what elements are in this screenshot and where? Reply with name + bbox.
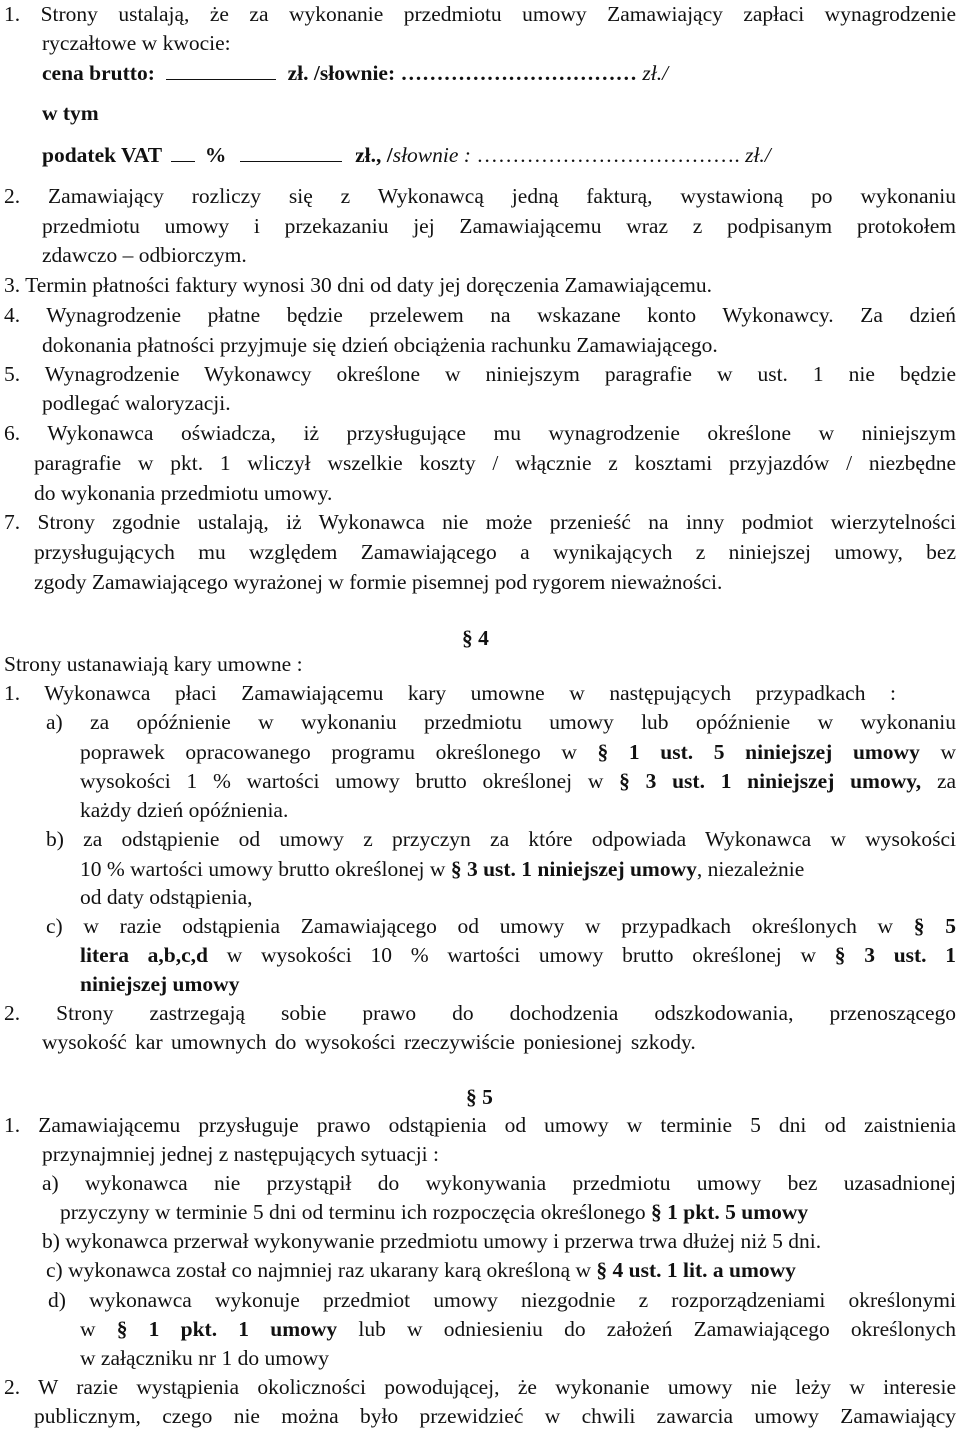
section-number: 4 [478,626,489,650]
section-5-heading [466,1085,493,1109]
para3: 3. Termin płatności faktury wynosi 30 dni od daty jej doręczenia Zamawiającemu. [4,273,712,297]
s4-c-l1-text: c) w razie odstąpienia Zamawiającego od umowy w przypadkach określonych w [46,914,894,938]
price-line [42,61,668,85]
vat-words-dots: ………………………………. [476,143,740,167]
s5-a-l2-text: przyczyny w terminie 5 dni od terminu ich rozpoczęcia określonego [60,1200,646,1224]
price-words-label: /słownie: [313,61,396,85]
s5-p2-line-2: publicznym, czego nie można było przewidzieć w chwili zawarcia umowy Zamawiający [34,1404,956,1428]
w-tym: w tym [42,101,99,125]
s5-a-l2-ref: § 1 pkt. 5 umowy [651,1200,809,1224]
s4-a-l2-ref: § 1 ust. 5 niniejszej umowy [597,740,920,764]
s5-c-line-1 [46,1258,796,1282]
para7-line-2: przysługujących mu względem Zamawiającego a wynikających z niniejszej umowy, bez [34,540,956,564]
s4-b-l2-ref: § 3 ust. 1 niniejszej umowy [450,857,697,881]
s4-b-line-2 [80,857,804,881]
s4-c-line-1 [46,914,956,938]
s4-a-line-4: każdy dzień opóźnienia. [80,798,289,822]
s4-a-l3-text: wysokości 1 % wartości umowy brutto określonej w [80,769,604,793]
s4-a-line-3 [80,769,956,793]
s5-a-line-1: a) wykonawca nie przystąpił do wykonywania przedmiotu umowy bez uzasadnionej [42,1171,956,1195]
s5-c-l1-text: c) wykonawca został co najmniej raz ukarany karą określoną w [46,1258,592,1282]
vat-pct: % [204,143,227,167]
section-sign: § [466,1085,477,1109]
s4-a-line-1: a) za opóźnienie w wykonaniu przedmiotu umowy lub opóźnienie w wykonaniu [46,710,956,734]
s5-p1-line-2: przynajmniej jednej z następujących sytuacji : [42,1142,440,1166]
s5-c-l1-ref: § 4 ust. 1 lit. a umowy [596,1258,796,1282]
para5-line-2: podlegać waloryzacji. [42,391,231,415]
para6-line-2: paragrafie w pkt. 1 wliczył wszelkie koszty / włącznie z kosztami przyjazdów / niezbędne [34,451,956,475]
para7-line-3: zgody Zamawiającego wyrażonej w formie pisemnej pod rygorem nieważności. [34,570,723,594]
s5-b-line-1: b) wykonawca przerwał wykonywanie przedmiotu umowy i przerwa trwa dłużej niż 5 dni. [42,1229,822,1253]
para7-line-1: 7. Strony zgodnie ustalają, iż Wykonawca nie może przenieść na inny podmiot wierzytelności [4,510,956,534]
s4-a-l3-post: za [936,769,957,793]
vat-line [42,143,771,167]
s4-intro: Strony ustanawiają kary umowne : [4,652,303,676]
s4-c-l2-text: w wysokości 10 % wartości umowy brutto określonej w [226,943,817,967]
para4-line-1: 4. Wynagrodzenie płatne będzie przelewem na wskazane konto Wykonawcy. Za dzień [4,303,956,327]
s4-c-l1-ref: § 5 [913,914,957,938]
s4-b-line-3: od daty odstąpienia, [80,885,253,909]
s4-b-l2-text: 10 % wartości umowy brutto określonej w [80,857,446,881]
price-end: zł./ [642,61,669,85]
vat-amount-blank [240,145,342,162]
s4-c-l2-ref2: § 3 ust. 1 [834,943,957,967]
s4-p1: 1. Wykonawca płaci Zamawiającemu kary umowne w następujących przypadkach : [4,681,896,705]
price-currency: zł. [287,61,309,85]
para2-line-2: przedmiotu umowy i przekazaniu jej Zamawiającemu wraz z podpisanym protokołem [42,214,956,238]
w-tym-line [42,101,99,125]
vat-words-label: słownie : [392,143,471,167]
s4-a-l2-post: w [940,740,957,764]
para2-line-1: 2. Zamawiający rozliczy się z Wykonawcą jedną fakturą, wystawioną po wykonaniu [4,184,956,208]
s4-c-line-2 [80,943,956,967]
vat-label: podatek VAT [42,143,163,167]
price-label: cena brutto: [42,61,155,85]
s5-d-l2-text: lub w odniesieniu do założeń Zamawiającego określonych [358,1317,956,1341]
s4-a-l3-ref: § 3 ust. 1 niniejszej umowy, [619,769,922,793]
s4-c-line-3: niniejszej umowy [80,972,240,996]
s5-a-line-2 [60,1200,808,1224]
section-sign: § [462,626,473,650]
section-number: 5 [482,1085,493,1109]
s4-p2-line-1: 2. Strony zastrzegają sobie prawo do dochodzenia odszkodowania, przenoszącego [4,1001,956,1025]
price-words-dots: …………………………… [400,61,637,85]
para4-line-2: dokonania płatności przyjmuje się dzień obciążenia rachunku Zamawiającego. [42,333,718,357]
para5-line-1: 5. Wynagrodzenie Wykonawcy określone w niniejszym paragrafie w ust. 1 nie będzie [4,362,956,386]
s4-a-l2-text: poprawek opracowanego programu określonego w [80,740,577,764]
intro-line-1: 1. Strony ustalają, że za wykonanie przedmiotu umowy Zamawiający zapłaci wynagrodzenie [4,2,956,26]
s4-p2-line-2: wysokość kar umownych do wysokości rzeczywiście poniesionej szkody. [42,1030,696,1054]
s5-d-line-2 [80,1317,956,1341]
para6-line-1: 6. Wykonawca oświadcza, iż przysługujące mu wynagrodzenie określone w niniejszym [4,421,956,445]
s5-d-line-1: d) wykonawca wykonuje przedmiot umowy niezgodnie z rozporządzeniami określonymi [48,1288,956,1312]
s5-d-line-3: w załączniku nr 1 do umowy [80,1346,329,1370]
para2-line-3: zdawczo – odbiorczym. [42,243,247,267]
s5-d-l2-ref: § 1 pkt. 1 umowy [116,1317,338,1341]
price-blank [166,63,276,80]
s5-d-l2-w: w [80,1317,96,1341]
para6-line-3: do wykonania przedmiotu umowy. [34,481,333,505]
s4-c-l2-ref: litera a,b,c,d [80,943,208,967]
s4-b-l2-post: , niezależnie [696,857,805,881]
vat-currency: zł., / [355,143,393,167]
vat-pct-blank [171,145,195,162]
section-4-heading [462,626,489,650]
s4-b-line-1: b) za odstąpienie od umowy z przyczyn za które odpowiada Wykonawca w wysokości [46,827,956,851]
intro-line-2: ryczałtowe w kwocie: [42,31,231,55]
s4-a-line-2 [80,740,956,764]
s5-p2-line-1: 2. W razie wystąpienia okoliczności powodującej, że wykonanie umowy nie leży w interesie [4,1375,956,1399]
s5-p1-line-1: 1. Zamawiającemu przysługuje prawo odstąpienia od umowy w terminie 5 dni od zaistnienia [4,1113,956,1137]
vat-end: zł./ [745,143,771,167]
